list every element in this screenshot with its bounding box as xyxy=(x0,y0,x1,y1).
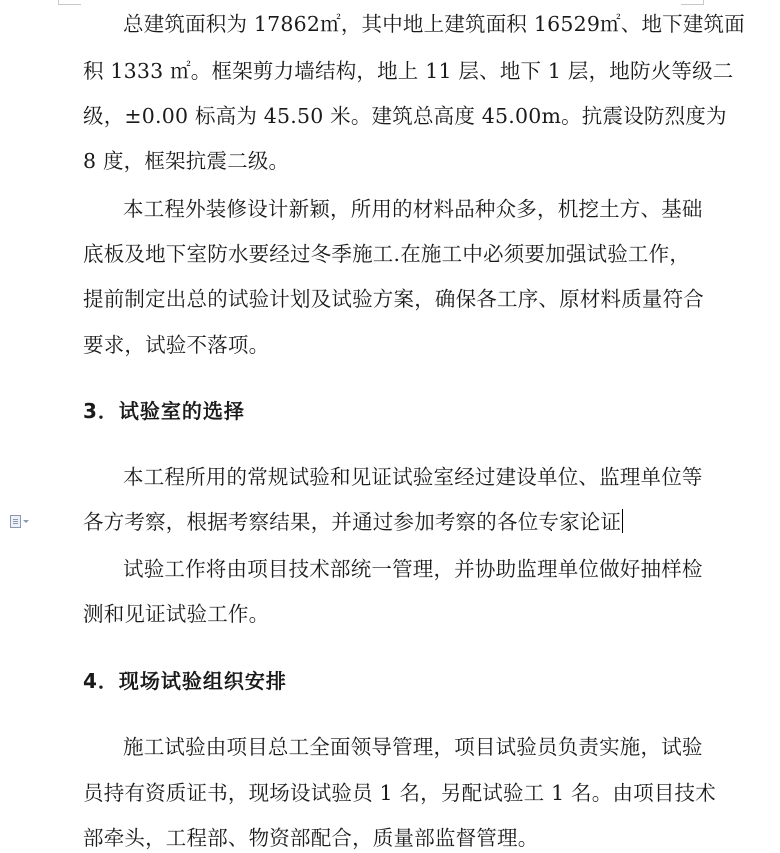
paragraph-line-with-cursor[interactable] xyxy=(83,508,703,536)
paragraph-line[interactable]: 底板及地下室防水要经过冬季施工.在施工中必须要加强试验工作， xyxy=(83,242,691,266)
section-heading[interactable]: 3．试验室的选择 xyxy=(83,399,245,423)
paragraph-line[interactable]: 本工程所用的常规试验和见证试验室经过建设单位、监理单位等 xyxy=(123,465,703,489)
paragraph-line[interactable]: 总建筑面积为 17862㎡，其中地上建筑面积 16529㎡、地下建筑面 xyxy=(123,12,745,36)
page-margin-corner-right xyxy=(681,0,704,5)
paragraph-line[interactable]: 试验工作将由项目技术部统一管理，并协助监理单位做好抽样检 xyxy=(123,557,703,581)
paragraph-line[interactable]: 测和见证试验工作。 xyxy=(83,602,270,626)
paragraph-line[interactable]: 要求，试验不落项。 xyxy=(83,333,270,357)
document-icon xyxy=(10,515,21,528)
page-margin-corner-left xyxy=(58,0,81,5)
text-cursor xyxy=(622,509,623,533)
paragraph-line[interactable]: 提前制定出总的试验计划及试验方案，确保各工序、原材料质量符合 xyxy=(83,287,704,311)
paragraph-line[interactable]: 级，±0.00 标高为 45.50 米。建筑总高度 45.00m。抗震设防烈度为 xyxy=(83,104,727,128)
paragraph-line[interactable]: 施工试验由项目总工全面领导管理，项目试验员负责实施，试验 xyxy=(123,735,703,759)
chevron-down-icon xyxy=(23,520,29,523)
paragraph-line[interactable]: 员持有资质证书，现场设试验员 1 名，另配试验工 1 名。由项目技术 xyxy=(83,781,716,805)
paragraph-line[interactable]: 本工程外装修设计新颖，所用的材料品种众多，机挖土方、基础 xyxy=(123,197,703,221)
section-heading[interactable]: 4．现场试验组织安排 xyxy=(83,669,287,693)
paragraph-line-text[interactable]: 各方考察，根据考察结果，并通过参加考察的各位专家论证 xyxy=(83,510,622,534)
paragraph-line[interactable]: 积 1333 ㎡。框架剪力墙结构，地上 11 层、地下 1 层，地防火等级二 xyxy=(83,59,734,83)
paragraph-options-icon[interactable] xyxy=(10,514,36,528)
paragraph-line[interactable]: 部牵头，工程部、物资部配合，质量部监督管理。 xyxy=(83,826,539,850)
paragraph-line[interactable]: 8 度，框架抗震二级。 xyxy=(83,149,290,173)
